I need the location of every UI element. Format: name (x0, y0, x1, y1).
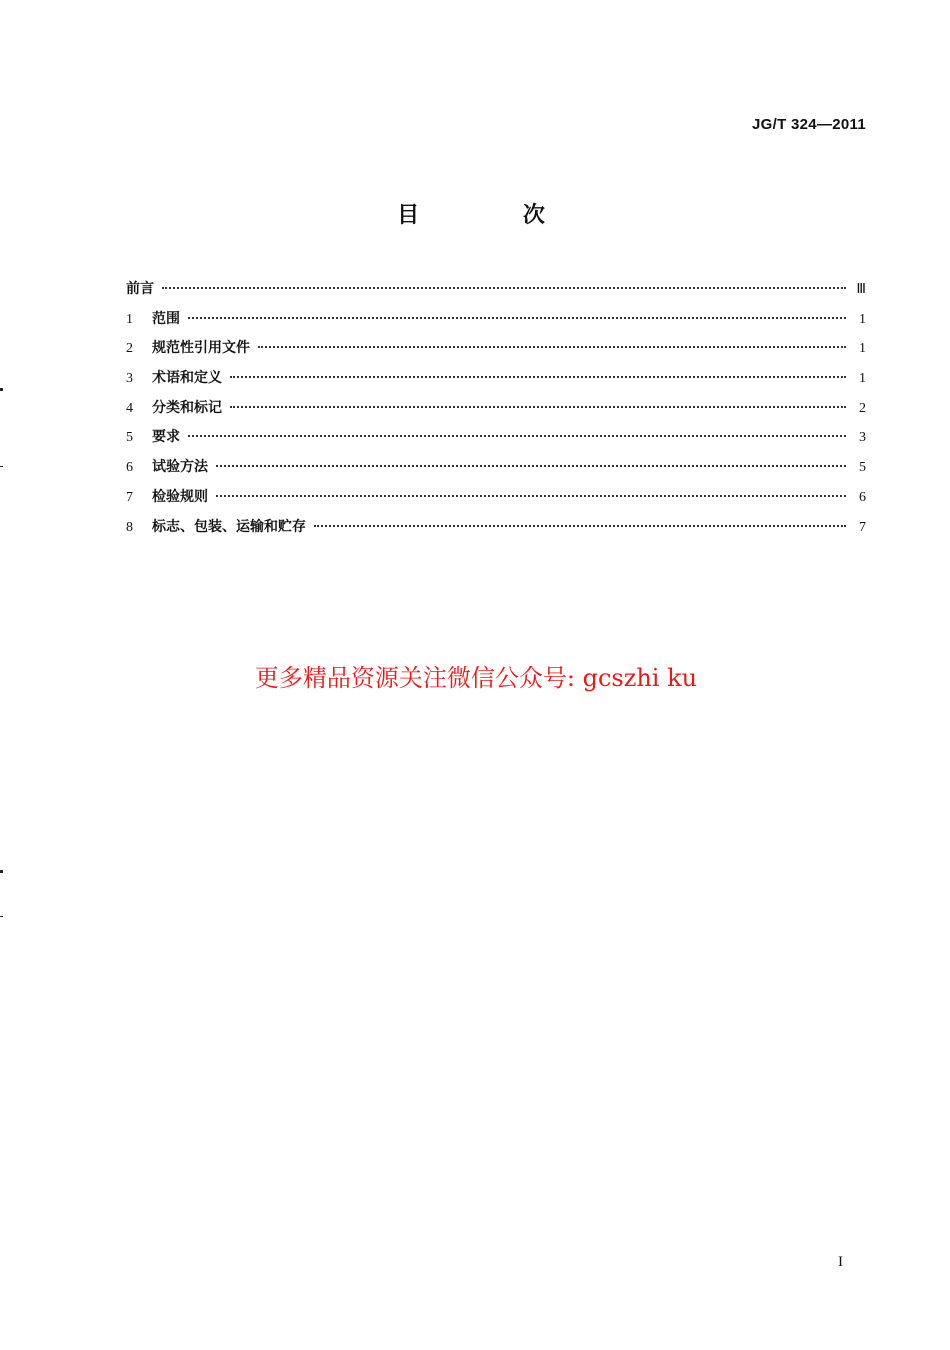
toc-entry-title: 规范性引用文件 (152, 340, 250, 357)
toc-entry[interactable] (126, 426, 866, 456)
toc-entry-page: 1 (859, 371, 866, 387)
toc-title: 目 次 (397, 203, 593, 228)
toc-entry-number: 1 (126, 311, 133, 327)
toc-entry[interactable] (126, 278, 866, 308)
toc-entry[interactable] (126, 337, 866, 367)
toc-entry-title: 术语和定义 (152, 370, 222, 387)
scan-mark (0, 466, 3, 467)
toc-entry-page: 7 (859, 519, 866, 535)
toc-entry[interactable] (126, 516, 866, 546)
toc-entry[interactable] (126, 397, 866, 427)
toc-dot-leader (188, 317, 846, 319)
toc-entry-number: 2 (126, 341, 133, 357)
toc-entry-page: 2 (859, 400, 866, 416)
toc-entry-number: 4 (126, 400, 133, 416)
toc-entry[interactable] (126, 486, 866, 516)
watermark-text: 更多精品资源关注微信公众号: gcszhi ku (254, 664, 698, 692)
toc-entry-number: 6 (126, 460, 133, 476)
toc-entry-number: 3 (126, 371, 133, 387)
toc-entry[interactable] (126, 367, 866, 397)
scan-mark (0, 916, 3, 917)
toc-entry-page: Ⅲ (856, 282, 866, 297)
toc-entry[interactable] (126, 456, 866, 486)
toc-entry-title: 标志、包装、运输和贮存 (152, 518, 306, 535)
standard-number: JG/T 324—2011 (752, 116, 866, 133)
toc-entry-title: 要求 (152, 429, 180, 446)
toc-entry-title: 范围 (152, 310, 180, 327)
toc-entry-number: 5 (126, 430, 133, 446)
toc-entry-number: 7 (126, 489, 133, 505)
toc-dot-leader (162, 287, 846, 289)
toc-entry-title: 检验规则 (152, 488, 208, 505)
toc-dot-leader (216, 465, 846, 467)
toc-entry-title: 试验方法 (152, 459, 208, 476)
toc-entry-page: 3 (859, 430, 866, 446)
page-number: I (838, 1254, 843, 1270)
toc-entry-number: 8 (126, 519, 133, 535)
toc-dot-leader (216, 495, 846, 497)
scan-mark (0, 388, 3, 391)
toc-dot-leader (230, 376, 846, 378)
toc-entry-page: 6 (859, 489, 866, 505)
toc-entry-title: 前言 (126, 281, 154, 297)
scan-mark (0, 870, 3, 873)
toc-dot-leader (314, 525, 846, 527)
toc-dot-leader (230, 406, 846, 408)
toc-entry[interactable] (126, 308, 866, 338)
toc-entry-page: 5 (859, 460, 866, 476)
toc-entry-page: 1 (859, 341, 866, 357)
toc-dot-leader (188, 435, 846, 437)
toc-list (126, 278, 866, 545)
toc-entry-page: 1 (859, 311, 866, 327)
toc-dot-leader (258, 346, 846, 348)
toc-entry-title: 分类和标记 (152, 399, 222, 416)
